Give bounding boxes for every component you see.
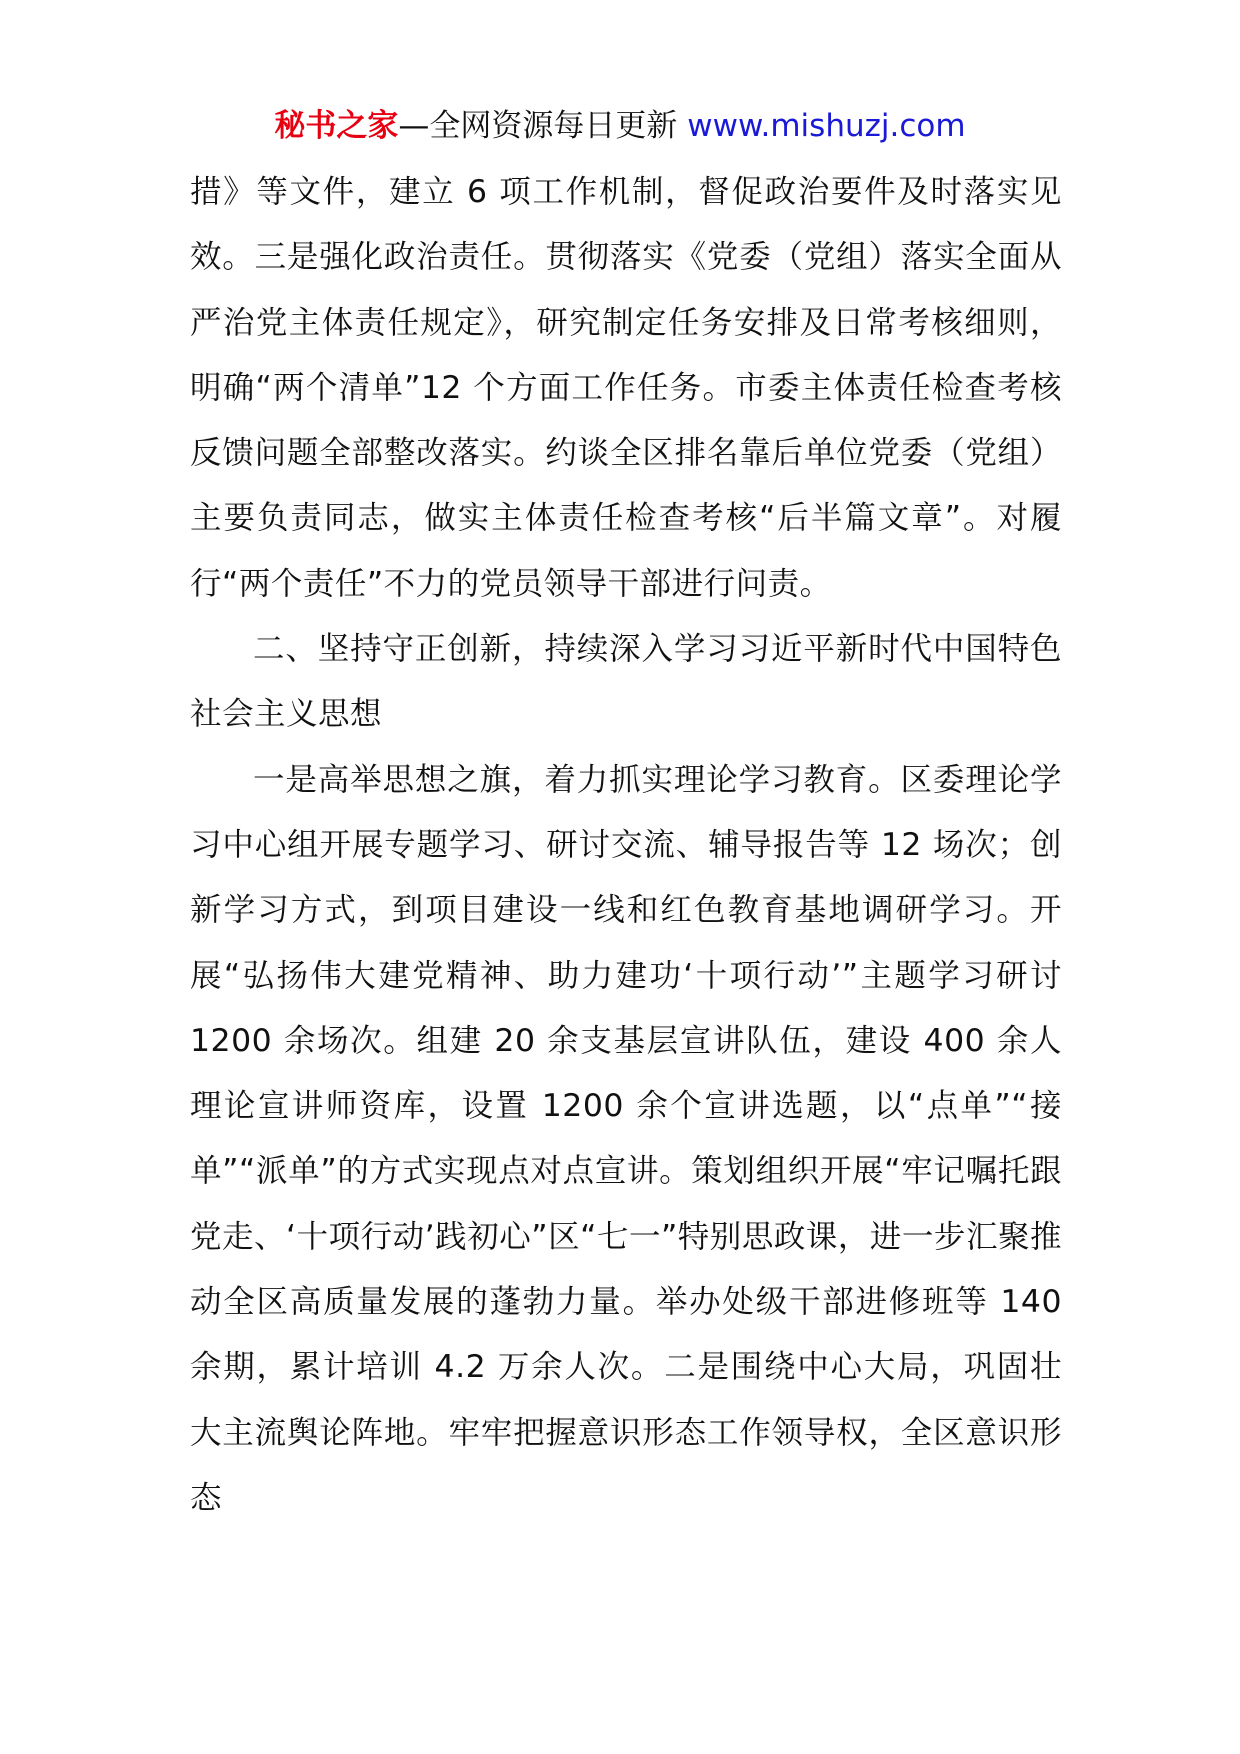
site-tagline: —全网资源每日更新 [398,108,678,144]
site-url-link[interactable]: www.mishuzj.com [687,108,966,144]
site-header [0,100,1240,152]
document-body [190,160,1062,1531]
paragraph-continuation: 措》等文件，建立 6 项工作机制，督促政治要件及时落实见效。三是强化政治责任。贯彻落实《党委（党组）落实全面从严治党主体责任规定》，研究制定任务安排及日常考核细则，明确“两个清单”12 个方面工作任务。市委主体责任检查考核反馈问题全部整改落实。约谈全区排名靠后单位党委（党组）主要负责同志，做实主体责任检查考核“后半篇文章”。对履行“两个责任”不力的党员领导干部进行问责。 [190,174,1062,602]
section-heading: 二、坚持守正创新，持续深入学习习近平新时代中国特色社会主义思想 [190,631,1062,733]
paragraph-body: 一是高举思想之旗，着力抓实理论学习教育。区委理论学习中心组开展专题学习、研讨交流、辅导报告等 12 场次；创新学习方式，到项目建设一线和红色教育基地调研学习。开展“弘扬伟大建党精神、助力建功‘十项行动’”主题学习研讨 1200 余场次。组建 20 余支基层宣讲队伍，建设 400 余人理论宣讲师资库，设置 1200 余个宣讲选题，以“点单”“接单”“派单”的方式实现点对点宣讲。策划组织开展“牢记嘱托跟党走、‘十项行动’践初心”区“七一”特别思政课，进一步汇聚推动全区高质量发展的蓬勃力量。举办处级干部进修班等 140 余期，累计培训 4.2 万余人次。二是围绕中心大局，巩固壮大主流舆论阵地。牢牢把握意识形态工作领导权，全区意识形态 [190,761,1062,1516]
site-brand: 秘书之家 [274,108,399,144]
